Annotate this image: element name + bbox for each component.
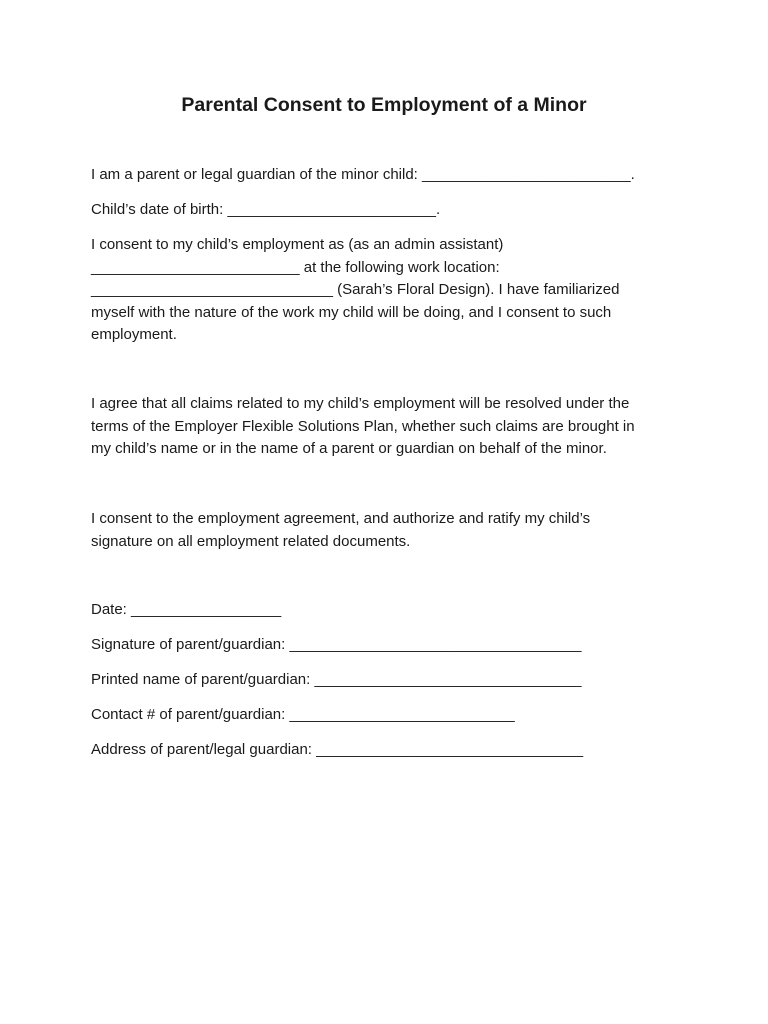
date-of-birth-line: Child’s date of birth: _________________________.: [91, 201, 441, 218]
signature-field: Signature of parent/guardian: ___________________________________: [91, 636, 582, 653]
contact-field: Contact # of parent/guardian: ___________________________: [91, 706, 515, 723]
address-field: Address of parent/legal guardian: ________________________________: [91, 741, 584, 758]
date-field: Date: __________________: [91, 601, 282, 618]
employment-consent-paragraph: I consent to my child’s employment as (as an admin assistant) _________________________ at the following work location: _____________________________ (Sarah’s Floral Design). I have familiarized myself with the nature of the work my child will be doing, and I consent to such employment.: [91, 236, 620, 343]
printed-name-field: Printed name of parent/guardian: ________________________________: [91, 671, 582, 688]
claims-paragraph: I agree that all claims related to my child’s employment will be resolved under the terms of the Employer Flexible Solutions Plan, whether such claims are brought in my child’s name or in the name of a parent or guardian on behalf of the minor.: [91, 395, 635, 457]
agreement-paragraph: I consent to the employment agreement, and authorize and ratify my child’s signature on all employment related documents.: [91, 510, 591, 550]
minor-child-statement: I am a parent or legal guardian of the minor child: _________________________.: [91, 166, 635, 183]
document-title: Parental Consent to Employment of a Minor: [181, 94, 587, 116]
